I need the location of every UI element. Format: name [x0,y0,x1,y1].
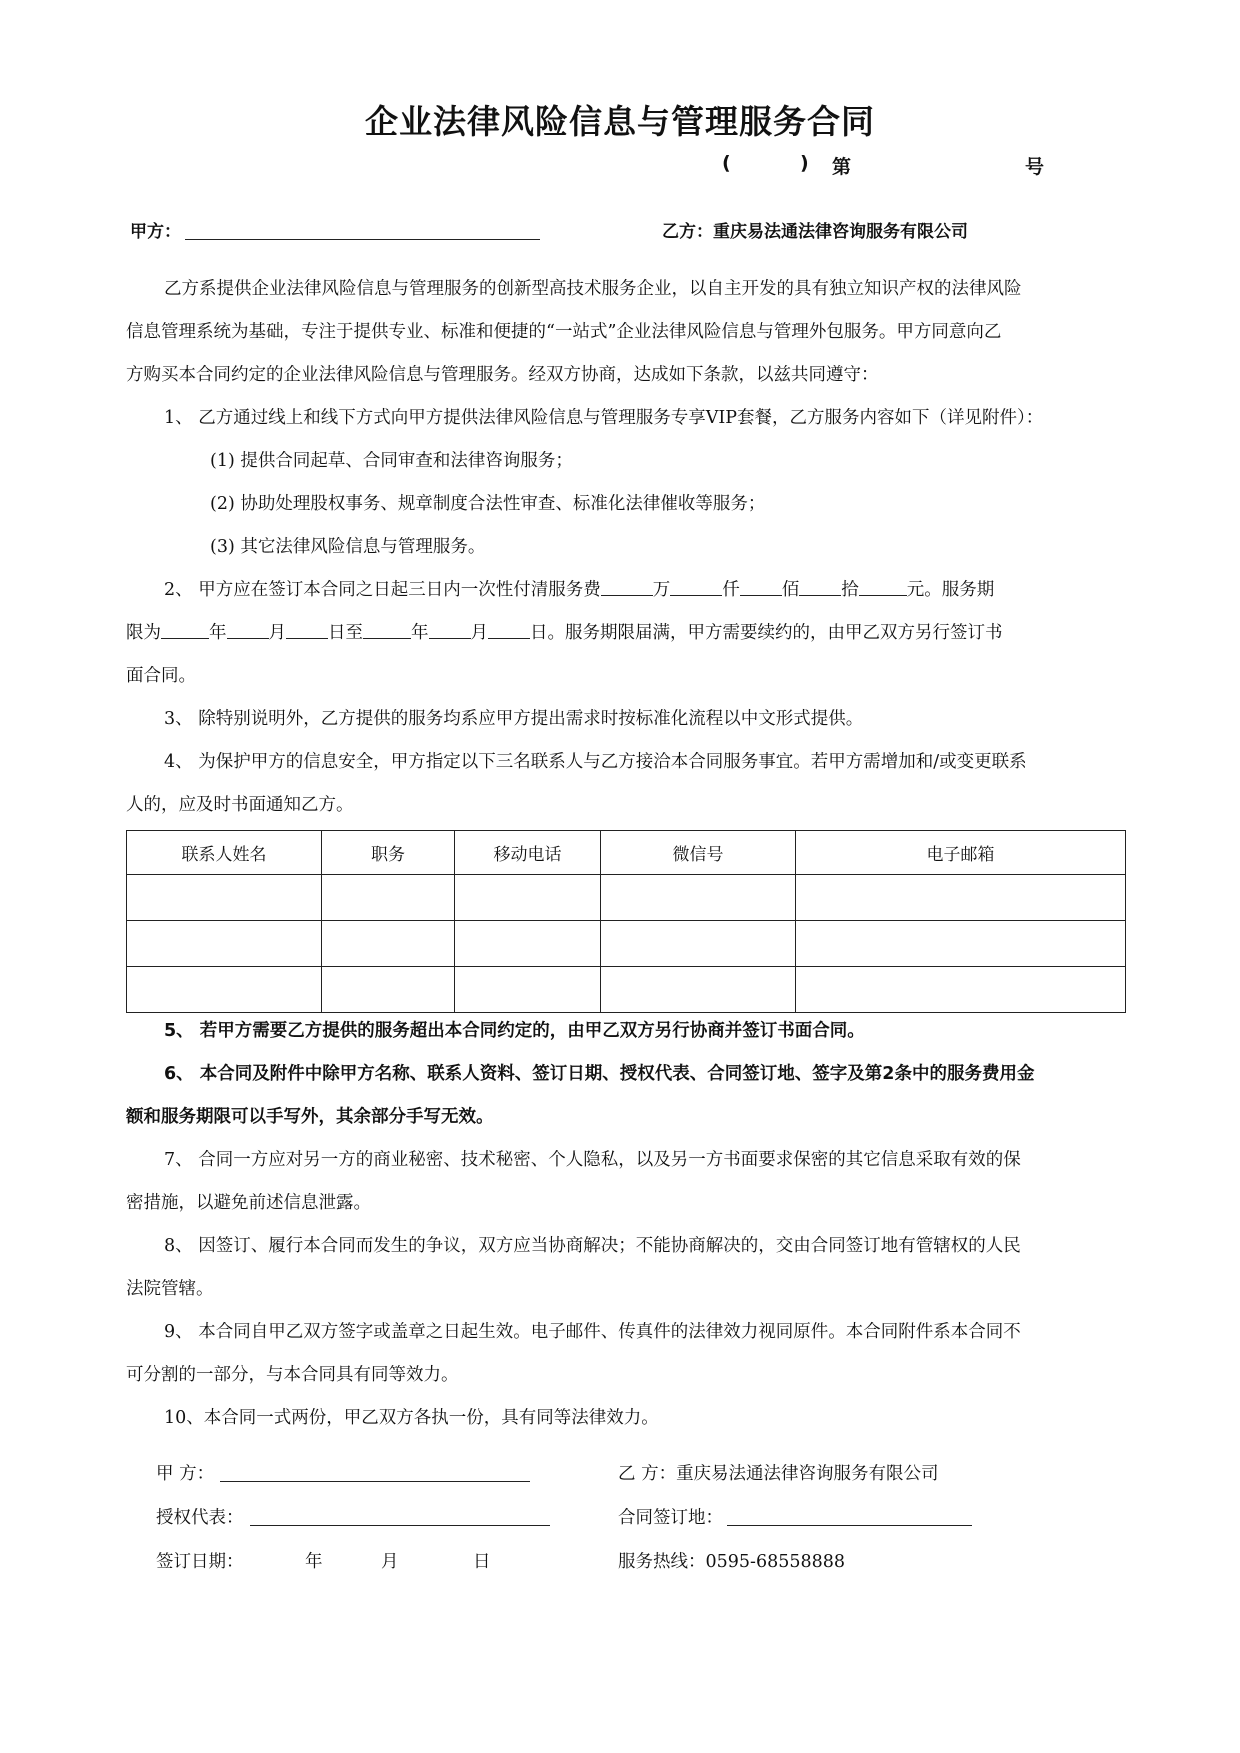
table-cell[interactable] [455,921,601,967]
start-year-unit: 年 [209,623,227,643]
table-cell[interactable] [796,875,1126,921]
start-day-unit: 日至 [328,623,363,643]
table-header-row [127,831,1126,875]
sig-representative [156,1504,550,1529]
clause-7-line: 密措施，以避免前述信息泄露。 [126,1193,371,1213]
sig-date-month: 月 [381,1552,399,1572]
fee-shi-unit: 拾 [841,580,859,600]
number-di: 第 [832,156,852,178]
party-a-label: 甲方： [130,222,181,242]
contacts-table [126,830,1126,1013]
sig-date-label: 签订日期： [156,1552,244,1572]
clause-4-line: 4、 为保护甲方的信息安全，甲方指定以下三名联系人与乙方接洽本合同服务事宜。若甲方需增加和/或变更联系 [164,752,1027,772]
table-row [127,921,1126,967]
clause-9-line: 可分割的一部分，与本合同具有同等效力。 [126,1365,459,1385]
fee-bai-blank[interactable] [740,569,782,596]
number-hao: 号 [1025,156,1045,178]
number-open-paren: ( [722,152,731,174]
table-cell[interactable] [601,967,796,1013]
table-cell[interactable] [127,967,322,1013]
clause-1: 1、 乙方通过线上和线下方式向甲方提供法律风险信息与管理服务专享VIP套餐，乙方服务内容如下（详见附件）： [164,408,1044,428]
table-cell[interactable] [601,921,796,967]
start-month-unit: 月 [268,623,286,643]
table-cell[interactable] [796,967,1126,1013]
intro-line: 方购买本合同约定的企业法律风险信息与管理服务。经双方协商，达成如下条款，以兹共同遵守： [126,365,879,385]
table-cell[interactable] [455,967,601,1013]
start-day-blank[interactable] [286,612,328,639]
fee-yuan-blank[interactable] [859,569,907,596]
party-b-header: 乙方：重庆易法通法律咨询服务有限公司 [662,222,968,242]
end-day-blank[interactable] [488,612,530,639]
table-cell[interactable] [322,921,455,967]
clause-8-line: 8、 因签订、履行本合同而发生的争议，双方应当协商解决；不能协商解决的，交由合同签订地有管辖权的人民 [164,1236,1021,1256]
clause-2-prefix: 2、 甲方应在签订本合同之日起三日内一次性付清服务费 [164,580,601,600]
table-header-name: 联系人姓名 [127,831,322,875]
party-a-header [130,217,540,242]
sig-party-b: 乙 方：重庆易法通法律咨询服务有限公司 [618,1464,939,1484]
end-month-unit: 月 [470,623,488,643]
intro-line: 信息管理系统为基础，专注于提供专业、标准和便捷的“一站式”企业法律风险信息与管理外包服务。甲方同意向乙 [126,322,1002,342]
fee-wan-blank[interactable] [601,569,653,596]
fee-qian-blank[interactable] [670,569,722,596]
sig-place-line[interactable] [727,1507,972,1526]
clause-7-line: 7、 合同一方应对另一方的商业秘密、技术秘密、个人隐私，以及另一方书面要求保密的其它信息采取有效的保 [164,1150,1021,1170]
contract-body-upper [126,268,1076,827]
clause-10: 10、本合同一式两份，甲乙双方各执一份，具有同等法律效力。 [164,1408,659,1428]
clause-1-item: (1) 提供合同起草、合同审查和法律咨询服务； [210,451,573,471]
table-cell[interactable] [796,921,1126,967]
intro-line: 乙方系提供企业法律风险信息与管理服务的创新型高技术服务企业，以自主开发的具有独立知识产权的法律风险 [164,279,1022,299]
fee-qian-unit: 仟 [722,580,740,600]
table-cell[interactable] [322,875,455,921]
sig-place-label: 合同签订地： [618,1508,723,1528]
clause-3: 3、 除特别说明外，乙方提供的服务均系应甲方提出需求时按标准化流程以中文形式提供。 [164,709,864,729]
party-a-name-line[interactable] [185,221,540,240]
clause-1-item: (3) 其它法律风险信息与管理服务。 [210,537,486,557]
clause-6-line: 6、 本合同及附件中除甲方名称、联系人资料、签订日期、授权代表、合同签订地、签字及第2条中的服务费用金 [164,1064,1035,1084]
sig-party-a-line[interactable] [220,1463,530,1482]
sig-date-day: 日 [473,1552,491,1572]
clause-8-line: 法院管辖。 [126,1279,214,1299]
clause-2-line-2 [126,612,1076,655]
term-suffix: 日。服务期限届满，甲方需要续约的，由甲乙双方另行签订书 [530,623,1003,643]
table-header-wechat: 微信号 [601,831,796,875]
end-year-blank[interactable] [363,612,411,639]
fee-yuan-unit: 元。服务期 [906,580,995,600]
page-title: 企业法律风险信息与管理服务合同 [365,102,875,141]
clause-9-line: 9、 本合同自甲乙双方签字或盖章之日起生效。电子邮件、传真件的法律效力视同原件。本合同附件系本合同不 [164,1322,1021,1342]
table-cell[interactable] [127,921,322,967]
sig-party-a-label: 甲 方： [156,1464,215,1484]
clause-6-line: 额和服务期限可以手写外，其余部分手写无效。 [126,1107,494,1127]
fee-wan-unit: 万 [652,580,671,600]
clause-2-line-3: 面合同。 [126,666,196,686]
number-close-paren: ) [800,152,809,174]
table-cell[interactable] [601,875,796,921]
clause-2-line-1 [126,569,1076,612]
table-row [127,967,1126,1013]
table-cell[interactable] [322,967,455,1013]
clause-1-item: (2) 协助处理股权事务、规章制度合法性审查、标准化法律催收等服务； [210,494,766,514]
clause-5: 5、 若甲方需要乙方提供的服务超出本合同约定的，由甲乙双方另行协商并签订书面合同。 [164,1021,865,1041]
sig-date-year: 年 [305,1552,323,1572]
sig-representative-line[interactable] [250,1507,550,1526]
table-row [127,875,1126,921]
table-header-title: 职务 [322,831,455,875]
term-prefix: 限为 [126,623,161,643]
table-header-email: 电子邮箱 [796,831,1126,875]
sig-representative-label: 授权代表： [156,1508,244,1528]
table-header-mobile: 移动电话 [455,831,601,875]
start-year-blank[interactable] [161,612,209,639]
end-month-blank[interactable] [429,612,471,639]
table-cell[interactable] [455,875,601,921]
table-cell[interactable] [127,875,322,921]
contract-body-lower [126,1010,1076,1440]
sig-party-a [156,1460,530,1485]
clause-4-line: 人的，应及时书面通知乙方。 [126,795,354,815]
start-month-blank[interactable] [227,612,269,639]
end-year-unit: 年 [411,623,429,643]
sig-place [618,1504,972,1529]
fee-bai-unit: 佰 [781,580,800,600]
sig-hotline: 服务热线：0595-68558888 [618,1552,846,1572]
fee-shi-blank[interactable] [799,569,841,596]
